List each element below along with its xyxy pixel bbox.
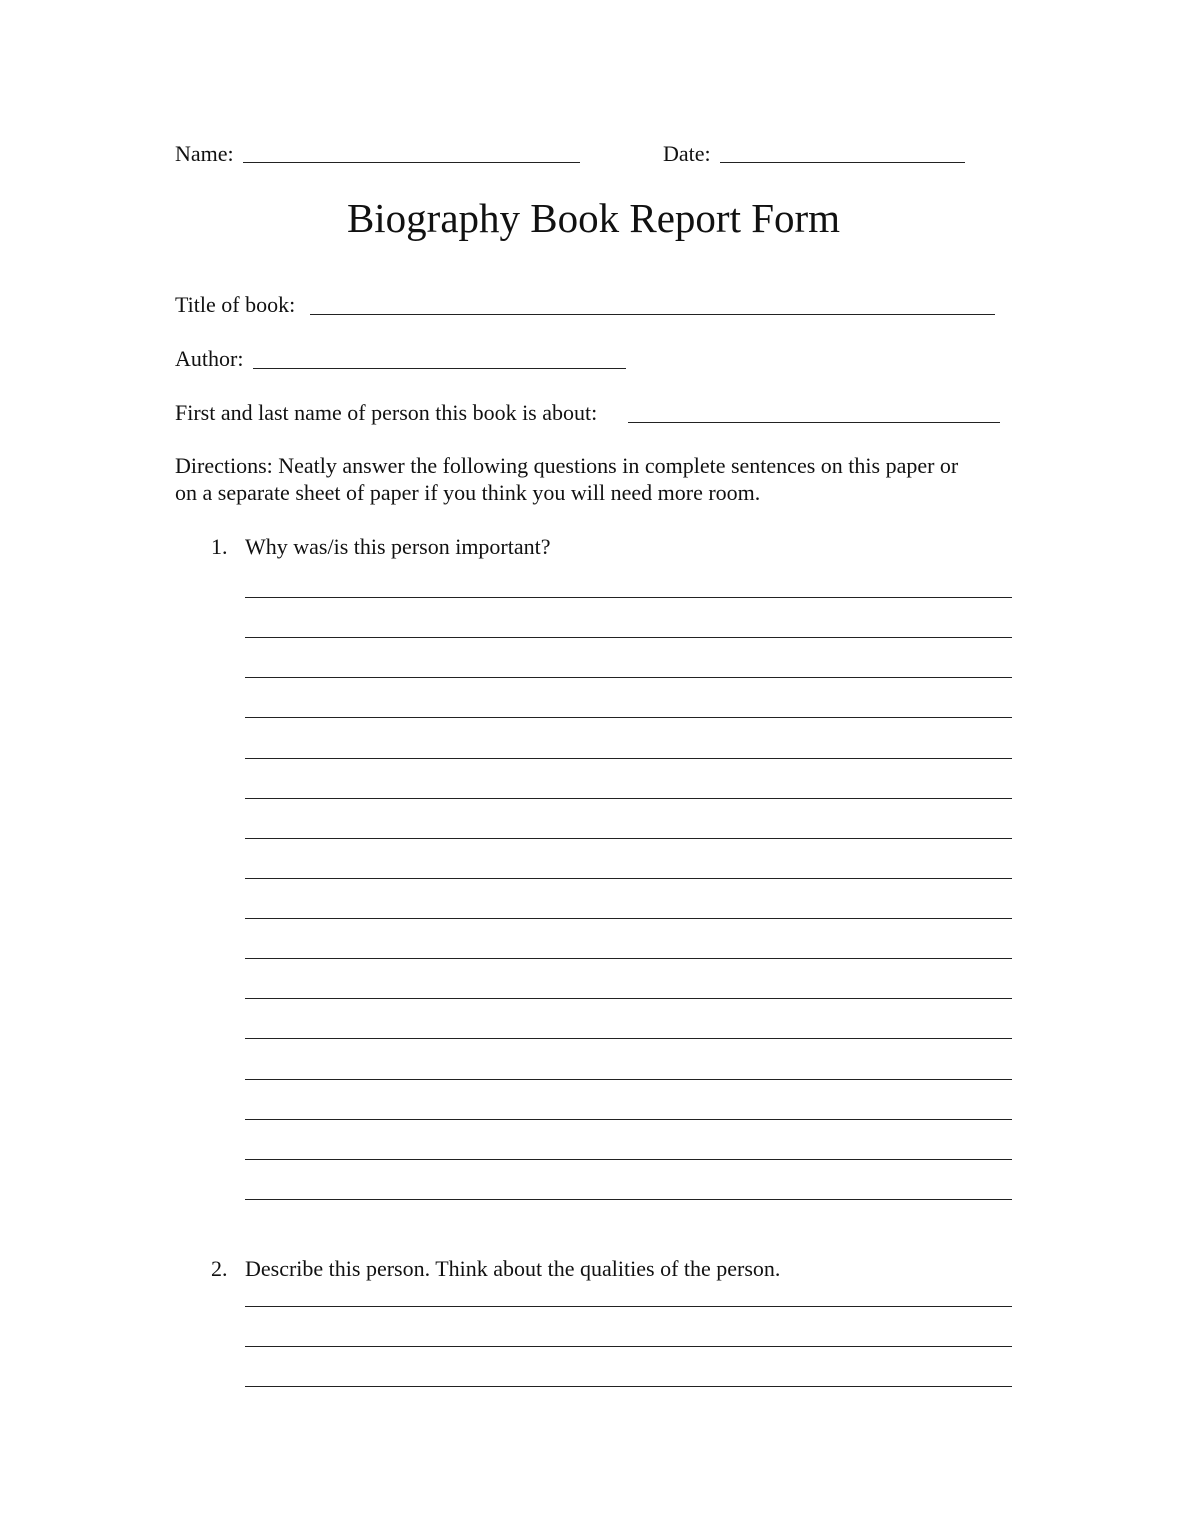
author-input-line[interactable] [253, 368, 626, 369]
question-2-text: Describe this person. Think about the qualities of the person. [245, 1256, 781, 1281]
question-1-number: 1. [211, 534, 228, 559]
answer-line[interactable] [245, 1346, 1012, 1347]
author-label: Author: [175, 346, 244, 371]
answer-line[interactable] [245, 677, 1012, 678]
answer-line[interactable] [245, 798, 1012, 799]
answer-line[interactable] [245, 597, 1012, 598]
answer-line[interactable] [245, 1079, 1012, 1080]
answer-line[interactable] [245, 717, 1012, 718]
question-2-number: 2. [211, 1256, 228, 1281]
answer-line[interactable] [245, 758, 1012, 759]
answer-line[interactable] [245, 1306, 1012, 1307]
person-name-label: First and last name of person this book is about: [175, 400, 598, 425]
answer-line[interactable] [245, 918, 1012, 919]
answer-line[interactable] [245, 1038, 1012, 1039]
answer-line[interactable] [245, 1159, 1012, 1160]
book-title-label: Title of book: [175, 292, 296, 317]
answer-line[interactable] [245, 637, 1012, 638]
answer-line[interactable] [245, 838, 1012, 839]
book-title-input-line[interactable] [310, 314, 995, 315]
name-label: Name: [175, 141, 234, 166]
answer-line[interactable] [245, 1386, 1012, 1387]
date-label: Date: [663, 141, 711, 166]
question-1-text: Why was/is this person important? [245, 534, 551, 559]
answer-line[interactable] [245, 998, 1012, 999]
name-input-line[interactable] [243, 162, 580, 163]
answer-line[interactable] [245, 1199, 1012, 1200]
answer-line[interactable] [245, 878, 1012, 879]
person-name-input-line[interactable] [628, 422, 1000, 423]
page-title: Biography Book Report Form [346, 195, 841, 241]
answer-line[interactable] [245, 1119, 1012, 1120]
answer-line[interactable] [245, 958, 1012, 959]
date-input-line[interactable] [720, 162, 965, 163]
directions-line-1: Directions: Neatly answer the following questions in complete sentences on this paper or [175, 453, 959, 478]
directions-line-2: on a separate sheet of paper if you think you will need more room. [175, 480, 761, 505]
